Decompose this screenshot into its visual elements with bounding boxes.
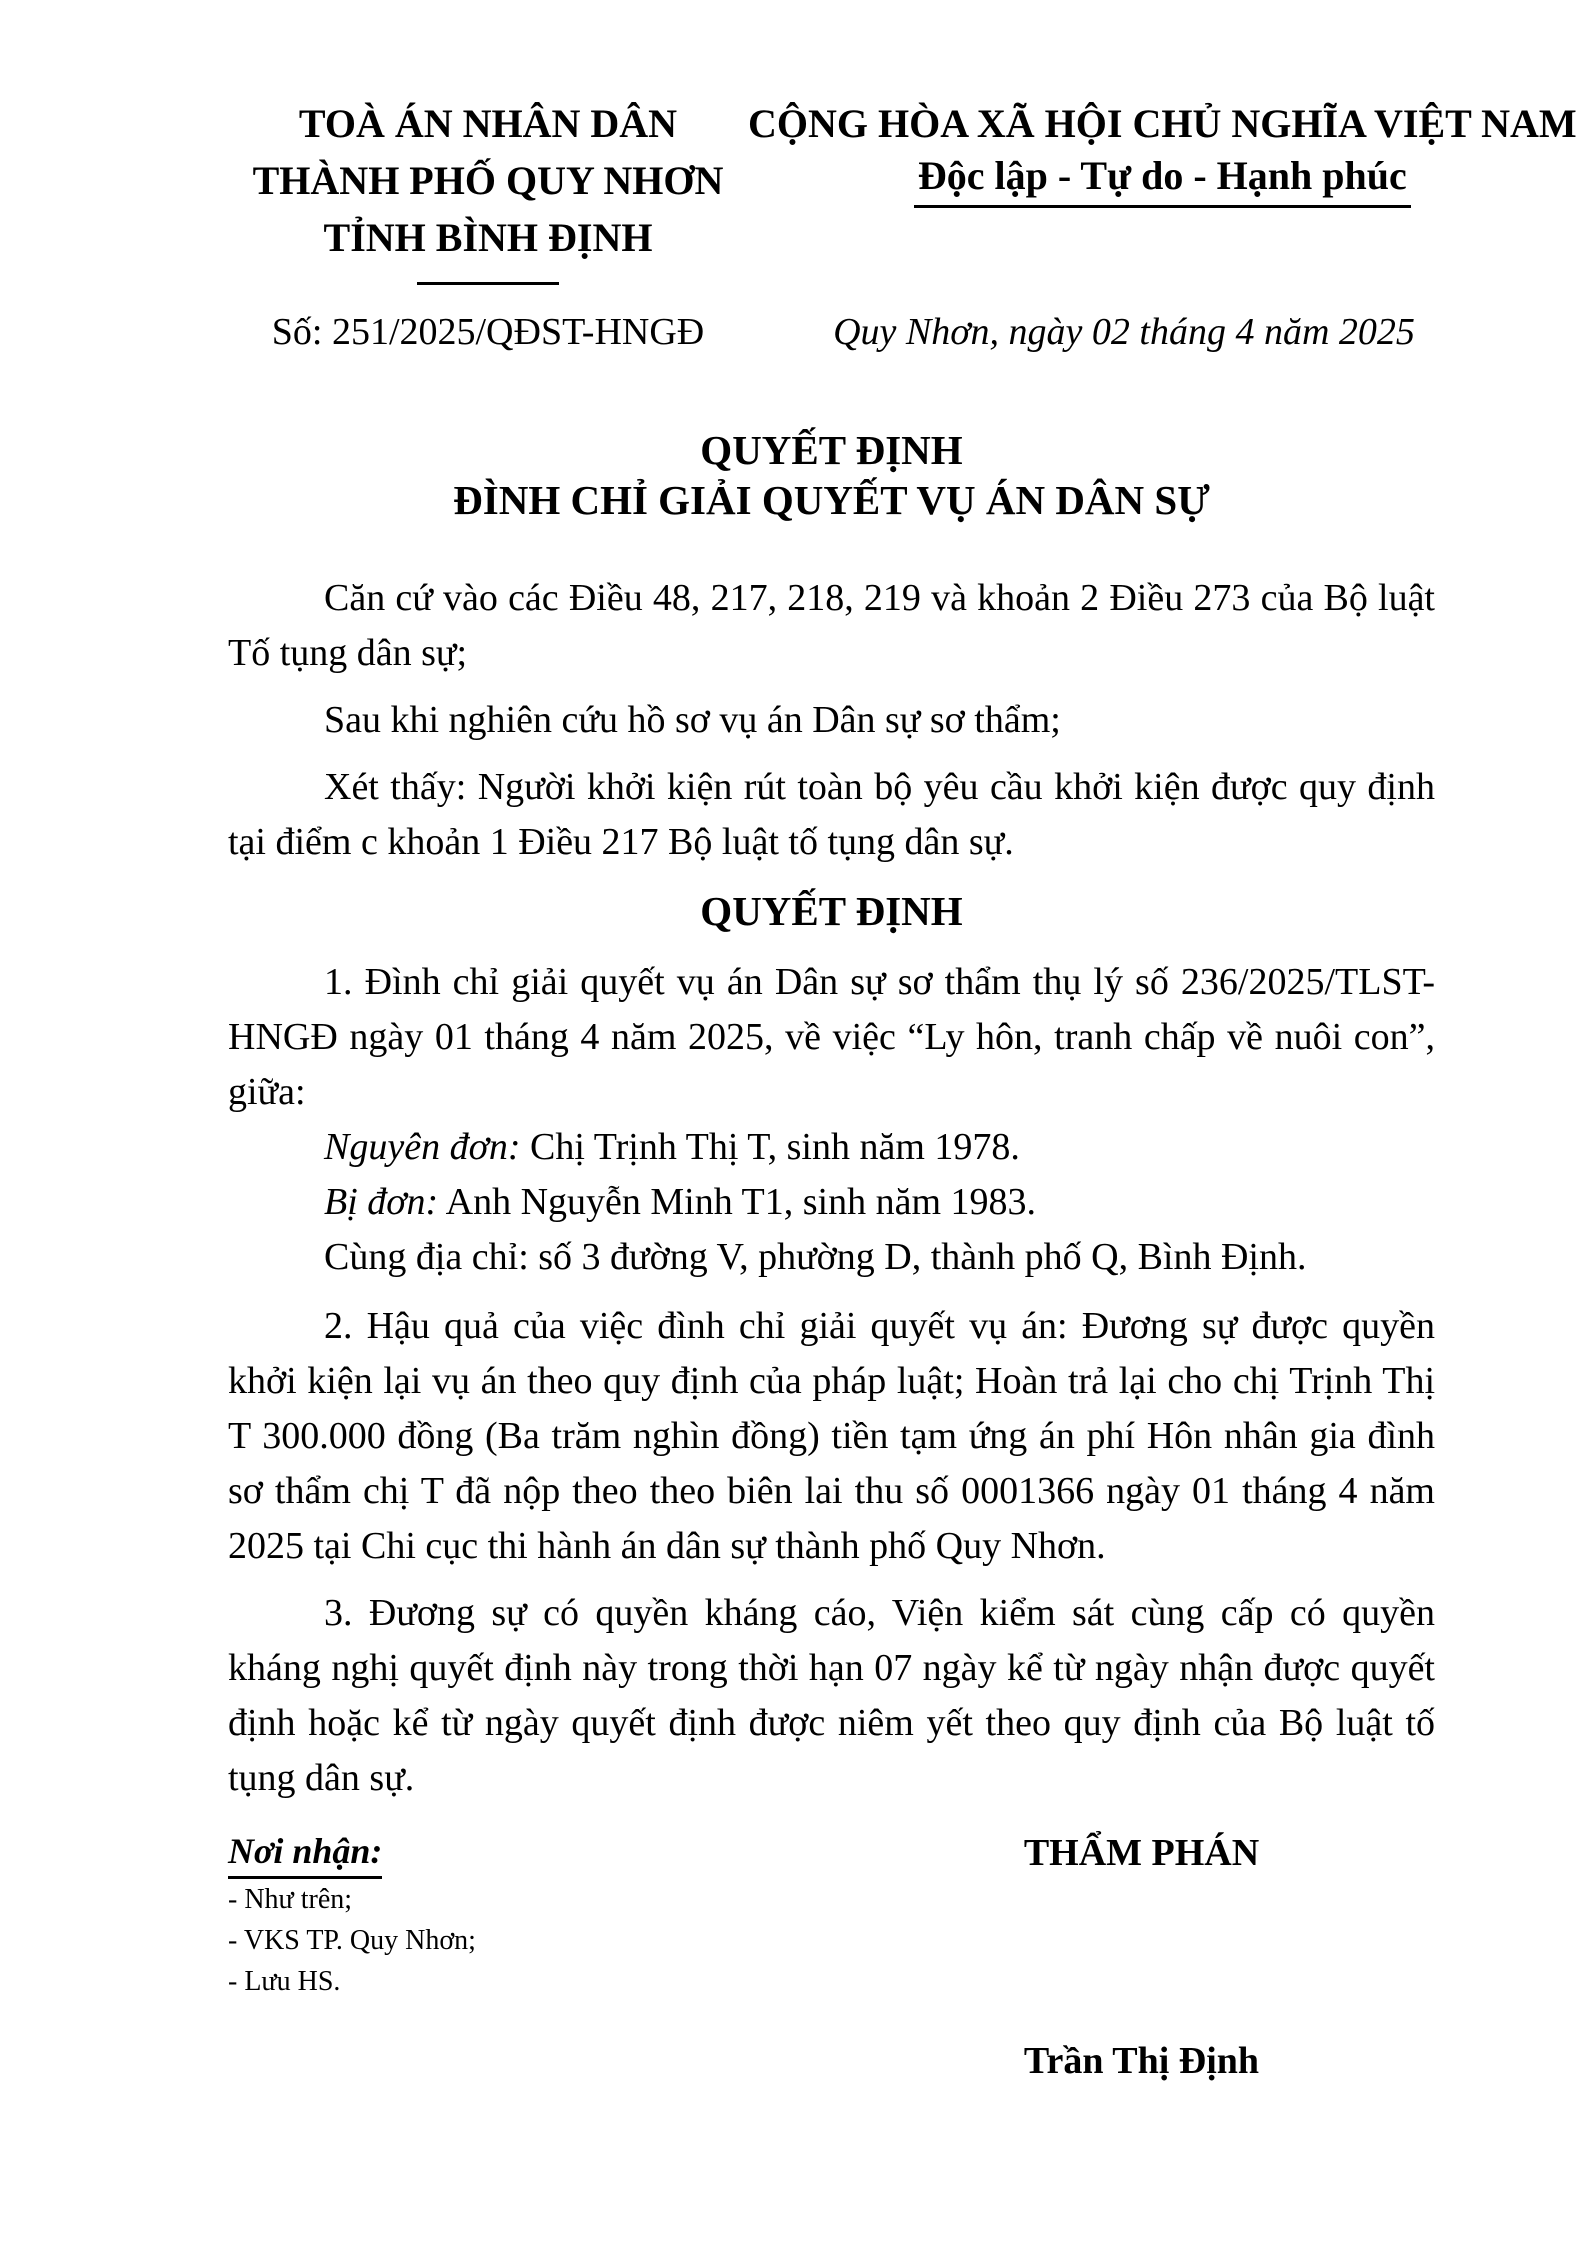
preamble-paragraph: Căn cứ vào các Điều 48, 217, 218, 219 và khoản 2 Điều 273 của Bộ luật Tố tụng dân sự; bbox=[228, 577, 1435, 674]
defendant-value: Anh Nguyễn Minh T1, sinh năm 1983. bbox=[438, 1181, 1037, 1223]
decision-section-heading: QUYẾT ĐỊNH bbox=[700, 888, 963, 934]
document-body bbox=[228, 571, 1435, 1806]
document-footer bbox=[228, 1828, 1435, 2086]
court-name-line2: THÀNH PHỐ QUY NHƠN bbox=[252, 158, 724, 203]
article-3: 3. Đương sự có quyền kháng cáo, Viện kiểm sát cùng cấp có quyền kháng nghị quyết định này trong thời hạn 07 ngày kể từ ngày nhận được quyết định hoặc kể từ ngày quyết định được niêm yết theo quy định của Bộ luật tố tụng dân sự. bbox=[228, 1592, 1435, 1799]
document-title-line1: QUYẾT ĐỊNH bbox=[700, 427, 963, 473]
judge-name: Trần Thị Định bbox=[1023, 2040, 1260, 2082]
header-row-2 bbox=[228, 309, 1500, 355]
court-name-line3: TỈNH BÌNH ĐỊNH bbox=[323, 215, 653, 260]
national-motto-line2: Độc lập - Tự do - Hạnh phúc bbox=[914, 152, 1411, 208]
document-title-line2: ĐÌNH CHỈ GIẢI QUYẾT VỤ ÁN DÂN SỰ bbox=[453, 477, 1210, 523]
header-divider-rule bbox=[417, 282, 559, 285]
national-motto-wrap bbox=[748, 152, 1577, 213]
defendant-line bbox=[228, 1175, 1435, 1230]
court-name-line1: TOÀ ÁN NHÂN DÂN bbox=[298, 101, 678, 146]
recipients-label: Nơi nhận: bbox=[228, 1828, 382, 1879]
recipient-item: - Lưu HS. bbox=[228, 1966, 341, 1997]
judge-title: THẨM PHÁN bbox=[1023, 1832, 1260, 1874]
document-number: Số: 251/2025/QĐST-HNGĐ bbox=[271, 311, 705, 353]
article-1: 1. Đình chỉ giải quyết vụ án Dân sự sơ thẩm thụ lý số 236/2025/TLST-HNGĐ ngày 01 tháng 4 năm 2025, về việc “Ly hôn, tranh chấp về nuôi con”, giữa: bbox=[228, 961, 1435, 1113]
plaintiff-line bbox=[228, 1120, 1435, 1175]
recipient-item: - VKS TP. Quy Nhơn; bbox=[228, 1925, 476, 1956]
recipients-block bbox=[228, 1828, 848, 2002]
recipient-item: - Như trên; bbox=[228, 1884, 353, 1915]
national-header-block bbox=[748, 95, 1577, 285]
document-header bbox=[228, 95, 1577, 285]
preamble-paragraph: Xét thấy: Người khởi kiện rút toàn bộ yêu cầu khởi kiện được quy định tại điểm c khoản 1 Điều 217 Bộ luật tố tụng dân sự. bbox=[228, 766, 1435, 863]
document-title bbox=[228, 425, 1435, 525]
preamble-paragraph: Sau khi nghiên cứu hồ sơ vụ án Dân sự sơ thẩm; bbox=[324, 699, 1061, 741]
address-line: Cùng địa chỉ: số 3 đường V, phường D, thành phố Q, Bình Định. bbox=[324, 1236, 1307, 1278]
article-2: 2. Hậu quả của việc đình chỉ giải quyết vụ án: Đương sự được quyền khởi kiện lại vụ án theo quy định của pháp luật; Hoàn trả lại cho chị Trịnh Thị T 300.000 đồng (Ba trăm nghìn đồng) tiền tạm ứng án phí Hôn nhân gia đình sơ thẩm chị T đã nộp theo theo biên lai thu số 0001366 ngày 01 tháng 4 năm 2025 tại Chi cục thi hành án dân sự thành phố Quy Nhơn. bbox=[228, 1305, 1435, 1567]
national-motto-line1: CỘNG HÒA XÃ HỘI CHỦ NGHĨA VIỆT NAM bbox=[748, 101, 1577, 146]
defendant-label: Bị đơn: bbox=[324, 1181, 439, 1223]
plaintiff-label: Nguyên đơn: bbox=[324, 1126, 521, 1168]
issuing-court-block bbox=[228, 95, 748, 285]
plaintiff-value: Chị Trịnh Thị T, sinh năm 1978. bbox=[520, 1126, 1020, 1168]
signature-block bbox=[848, 1828, 1435, 2086]
place-and-date: Quy Nhơn, ngày 02 tháng 4 năm 2025 bbox=[833, 311, 1415, 353]
